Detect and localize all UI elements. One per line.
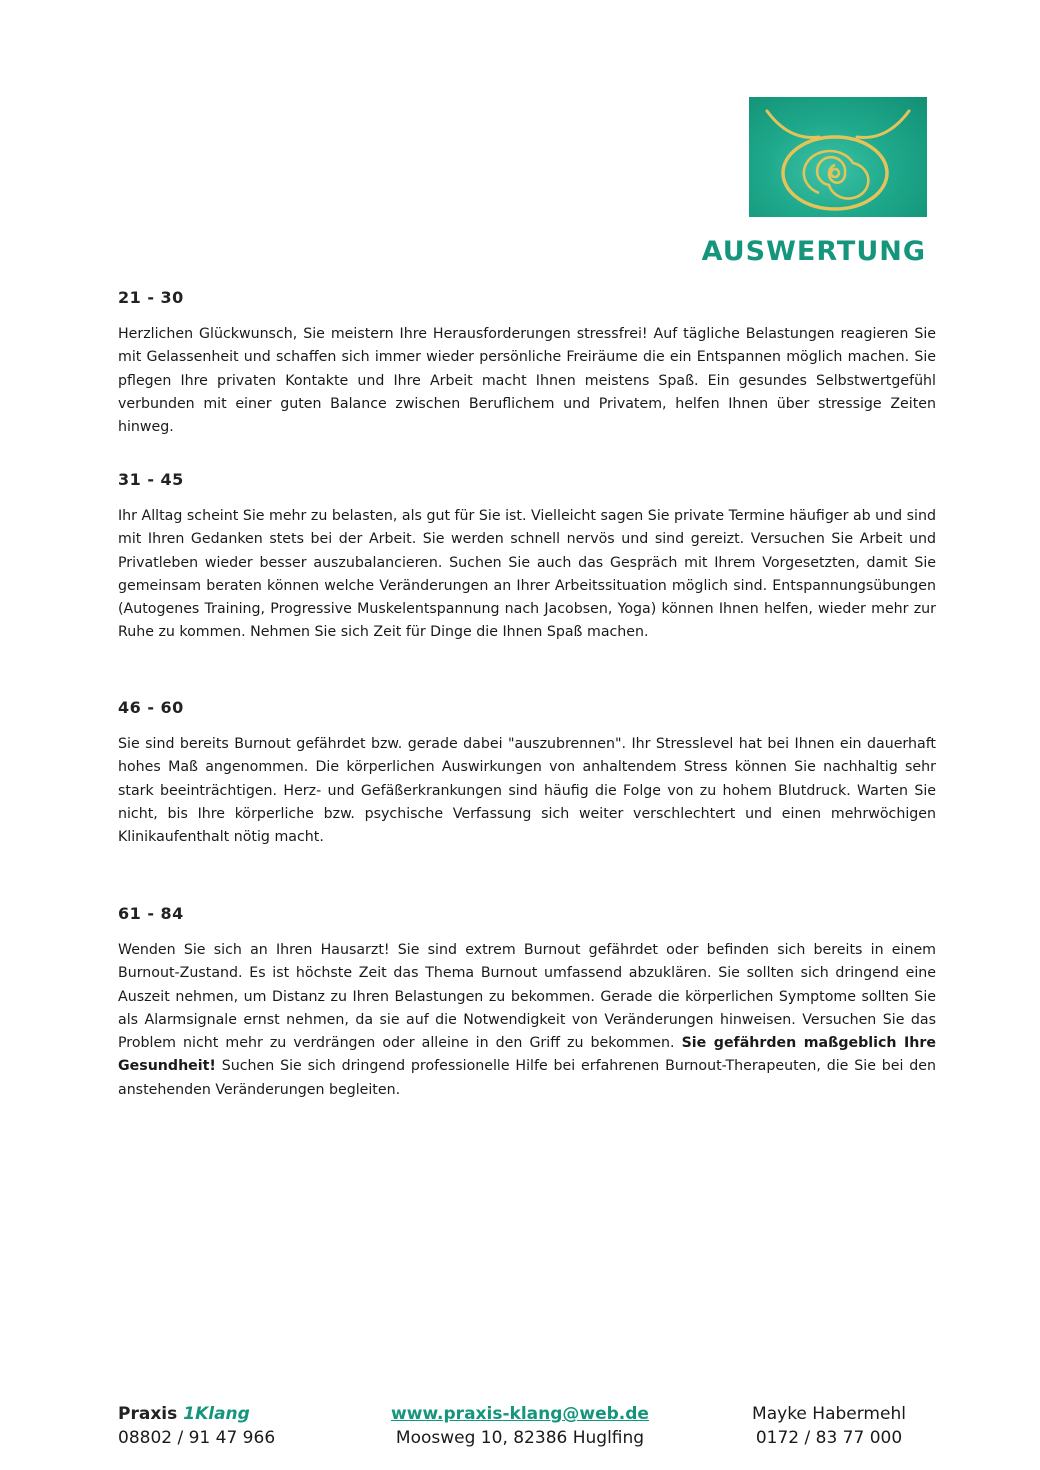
- footer-phone-left: 08802 / 91 47 966: [118, 1428, 276, 1448]
- section-text-bold: Sie gefährden maßgeblich Ihre Gesundheit!: [118, 1035, 936, 1075]
- score-section-1: [118, 288, 936, 439]
- score-section-3: [118, 698, 936, 849]
- footer: [0, 1402, 1040, 1462]
- footer-phone-right: 0172 / 83 77 000: [755, 1428, 903, 1448]
- brand-praxis: Praxis: [118, 1404, 178, 1424]
- section-text-main: Wenden Sie sich an Ihren Hausarzt! Sie sind extrem Burnout gefährdet oder befinden sich bereits in einem Burnout-Zustand. Es ist höchste Zeit das Thema Burnout umfassend abzuklären. Sie sollten sich dringend eine Auszeit nehmen, um Distanz zu Ihren Belastungen zu bekommen. Gerade die körperlichen Symptome sollten Sie als Alarmsignale ernst nehmen, da sie auf die Notwendigkeit von Veränderungen hinweisen. Versuchen Sie das Problem nicht mehr zu verdrängen oder alleine in den Griff zu bekommen.: [118, 942, 936, 1052]
- score-range: 31 - 45: [118, 470, 184, 489]
- score-range: 46 - 60: [118, 698, 184, 717]
- footer-contact-block: [380, 1402, 660, 1450]
- section-text: Sie sind bereits Burnout gefährdet bzw. gerade dabei "auszubrennen". Ihr Stresslevel hat bei Ihnen ein dauerhaft hohes Maß angenommen. Die körperlichen Auswirkungen von anhaltendem Stress können Sie nachhaltig sehr stark beeinträchtigen. Herz- und Gefäßerkrankungen sind häufig die Folge von zu hohem Blutdruck. Warten Sie nicht, bis Ihre körperliche bzw. psychische Verfassung sich weiter verschlechtert und einen mehrwöchigen Klinikaufenthalt nötig macht.: [118, 736, 936, 846]
- footer-web-link[interactable]: www.praxis-klang@web.de: [391, 1404, 649, 1424]
- footer-person-block: [729, 1402, 929, 1450]
- score-section-4: [118, 904, 936, 1102]
- footer-brand-block: [118, 1402, 275, 1450]
- score-range: 61 - 84: [118, 904, 184, 923]
- score-section-2: [118, 470, 936, 645]
- page-title: AUSWERTUNG: [701, 236, 926, 267]
- section-text-after: Suchen Sie sich dringend professionelle Hilfe bei erfahrenen Burnout-Therapeuten, die Sie bei den anstehenden Veränderungen begleiten.: [118, 1058, 936, 1098]
- section-text: [118, 939, 936, 1102]
- brand-klang: 1Klang: [183, 1404, 250, 1424]
- footer-name: Mayke Habermehl: [752, 1404, 906, 1424]
- score-range: 21 - 30: [118, 288, 184, 307]
- spiral-logo-icon: [749, 97, 927, 217]
- section-text: Herzlichen Glückwunsch, Sie meistern Ihre Herausforderungen stressfrei! Auf tägliche Belastungen reagieren Sie mit Gelassenheit und schaffen sich immer wieder persönliche Freiräume die ein Entspannen möglich machen. Sie pflegen Ihre privaten Kontakte und Ihre Arbeit macht Ihnen meistens Spaß. Ein gesundes Selbstwertgefühl verbunden mit einer guten Balance zwischen Beruflichem und Privatem, helfen Ihnen über stressige Zeiten hinweg.: [118, 326, 936, 436]
- section-text: Ihr Alltag scheint Sie mehr zu belasten, als gut für Sie ist. Vielleicht sagen Sie private Termine häufiger ab und sind mit Ihren Gedanken stets bei der Arbeit. Sie werden schnell nervös und sind gereizt. Versuchen Sie Arbeit und Privatleben wieder besser auszubalancieren. Suchen Sie auch das Gespräch mit Ihrem Vorgesetzten, damit Sie gemeinsam beraten können welche Veränderungen an Ihrer Arbeitssituation möglich sind. Entspannungsübungen (Autogenes Training, Progressive Muskelentspannung nach Jacobsen, Yoga) können Ihnen helfen, wieder mehr zur Ruhe zu kommen. Nehmen Sie sich Zeit für Dinge die Ihnen Spaß machen.: [118, 508, 936, 641]
- footer-brand: [118, 1402, 275, 1426]
- footer-address: Moosweg 10, 82386 Huglfing: [395, 1428, 645, 1448]
